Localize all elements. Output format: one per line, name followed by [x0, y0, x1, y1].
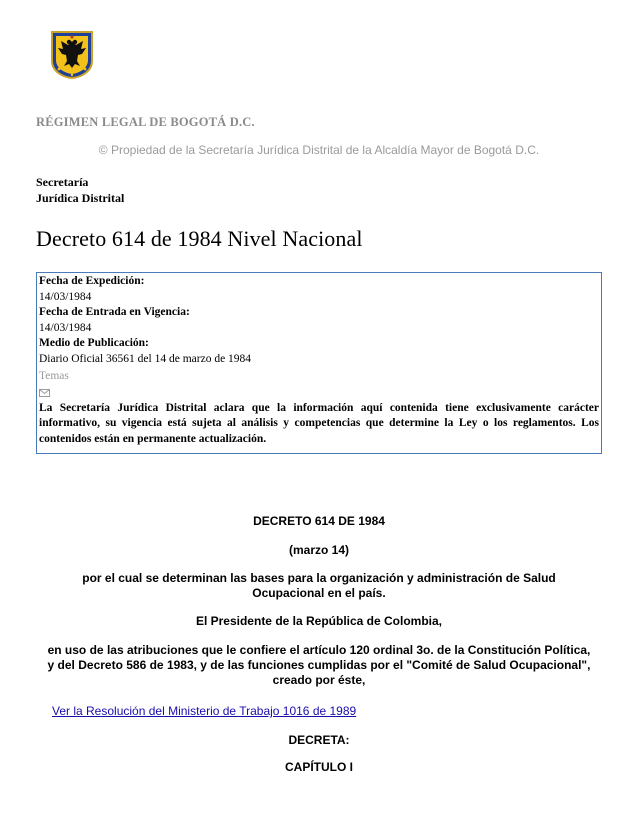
- entity-line-2: Jurídica Distrital: [36, 191, 125, 205]
- decree-date: (marzo 14): [288, 543, 350, 557]
- capitulo-heading: CAPÍTULO I: [285, 760, 353, 774]
- fecha-vigencia-label: Fecha de Entrada en Vigencia:: [39, 306, 190, 318]
- decree-powers: en uso de las atribuciones que le confiere el artículo 120 ordinal 3o. de la Constitución Política, y del Decreto 586 de 1983, y de las funciones cumplidas por el "Comité de Salud Ocupacional", creado por éste,: [47, 643, 591, 687]
- disclaimer-text: La Secretaría Jurídica Distrital aclara que la información aquí contenida tiene exclusivamente carácter informativo, su vigencia está sujeta al análisis y competencias que determine la Ley o los reglamentos. Los contenidos están en permanente actualización.: [39, 401, 599, 445]
- medio-publicacion-label: Medio de Publicación:: [39, 337, 149, 349]
- decree-purpose: por el cual se determinan las bases para la organización y administración de Salud Ocupacional en el país.: [82, 571, 556, 600]
- decree-body: [46, 514, 592, 703]
- copyright-notice: © Propiedad de la Secretaría Jurídica Distrital de la Alcaldía Mayor de Bogotá D.C.: [98, 143, 540, 157]
- entity-line-1: Secretaría: [36, 175, 89, 189]
- envelope-icon: [39, 389, 50, 397]
- metadata-box: [36, 272, 602, 454]
- email-share-button[interactable]: [39, 385, 599, 401]
- bogota-coat-of-arms-icon: [50, 31, 94, 79]
- fecha-vigencia-value: 14/03/1984: [39, 321, 92, 334]
- temas-link[interactable]: Temas: [39, 370, 69, 382]
- resolucion-link[interactable]: Ver la Resolución del Ministerio de Trabajo 1016 de 1989: [52, 704, 357, 718]
- decree-president: El Presidente de la República de Colombia,: [195, 614, 443, 628]
- fecha-expedicion-value: 14/03/1984: [39, 290, 92, 303]
- document-title: Decreto 614 de 1984 Nivel Nacional: [36, 226, 363, 251]
- decreta-heading: DECRETA:: [288, 733, 350, 747]
- fecha-expedicion-label: Fecha de Expedición:: [39, 275, 145, 287]
- entity-name: [36, 174, 124, 206]
- decree-heading: DECRETO 614 DE 1984: [253, 514, 385, 528]
- regimen-legal-heading: RÉGIMEN LEGAL DE BOGOTÁ D.C.: [36, 115, 255, 129]
- medio-publicacion-value: Diario Oficial 36561 del 14 de marzo de 1984: [39, 352, 252, 365]
